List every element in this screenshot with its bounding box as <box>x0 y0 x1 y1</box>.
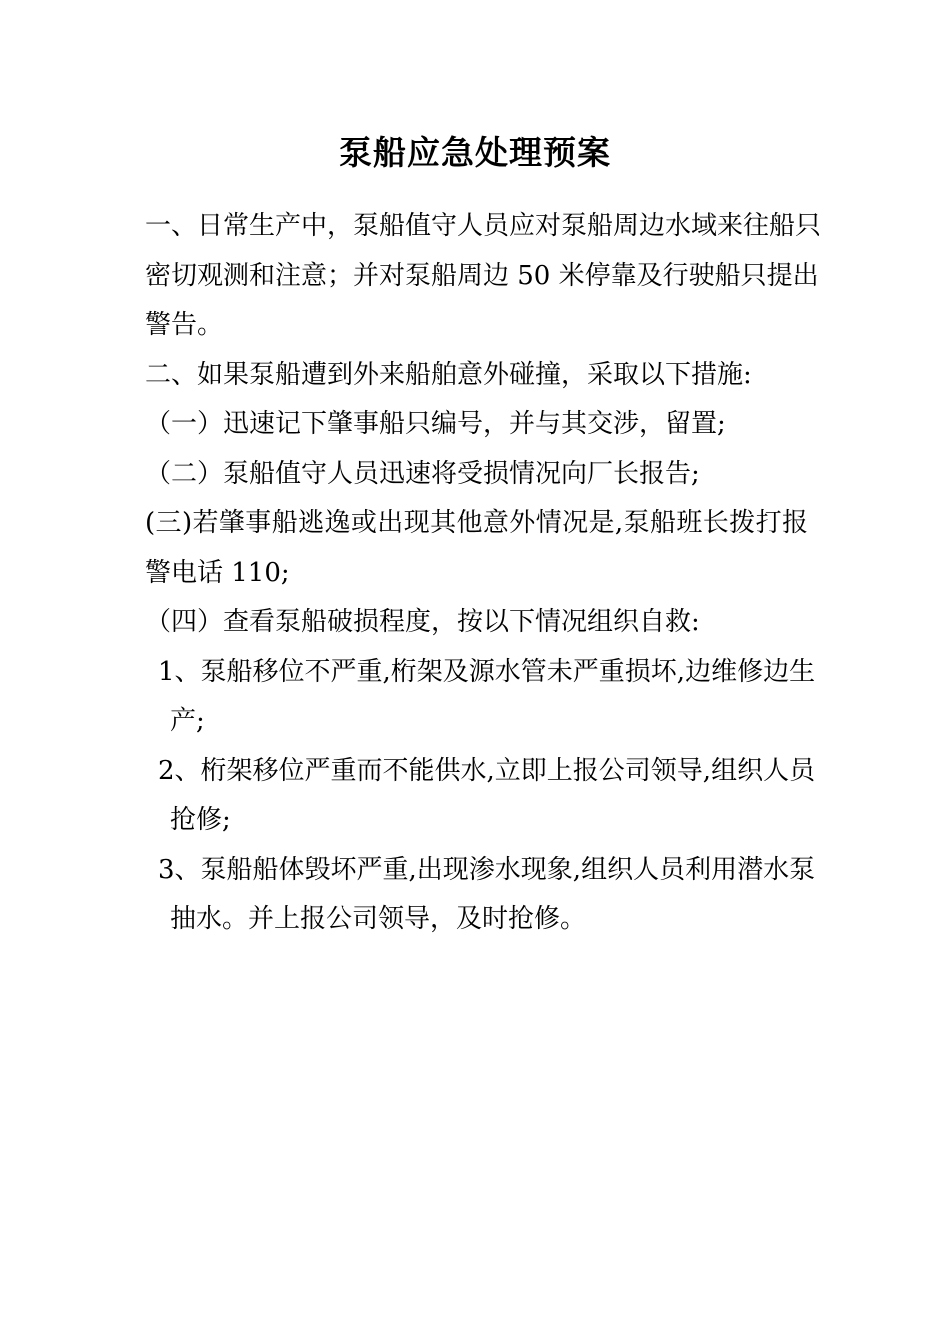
paragraph-line-6: （二）泵船值守人员迅速将受损情况向厂长报告; <box>145 459 700 489</box>
document-title: 泵船应急处理预案 <box>339 133 611 172</box>
paragraph-line-10: 1、泵船移位不严重,桁架及源水管未严重损坏,边维修边生 <box>158 657 816 687</box>
paragraph-line-11: 产; <box>170 706 205 736</box>
paragraph-line-15: 抽水。并上报公司领导，及时抢修。 <box>170 904 587 934</box>
paragraph-line-2: 密切观测和注意；并对泵船周边 50 米停靠及行驶船只提出 <box>145 261 819 291</box>
paragraph-line-3: 警告。 <box>145 310 224 340</box>
paragraph-line-8: 警电话 110; <box>145 558 290 588</box>
paragraph-line-5: （一）迅速记下肇事船只编号，并与其交涉，留置; <box>145 409 726 439</box>
paragraph-line-1: 一、日常生产中，泵船值守人员应对泵船周边水域来往船只 <box>145 211 822 241</box>
paragraph-line-13: 抢修; <box>170 805 231 835</box>
paragraph-line-4: 二、如果泵船遭到外来船舶意外碰撞，采取以下措施: <box>145 360 752 390</box>
paragraph-line-7: (三)若肇事船逃逸或出现其他意外情况是,泵船班长拨打报 <box>145 508 808 538</box>
paragraph-line-14: 3、泵船船体毁坏严重,出现渗水现象,组织人员利用潜水泵 <box>158 855 816 885</box>
paragraph-line-9: （四）查看泵船破损程度，按以下情况组织自救: <box>145 607 700 637</box>
paragraph-line-12: 2、桁架移位严重而不能供水,立即上报公司领导,组织人员 <box>158 756 816 786</box>
